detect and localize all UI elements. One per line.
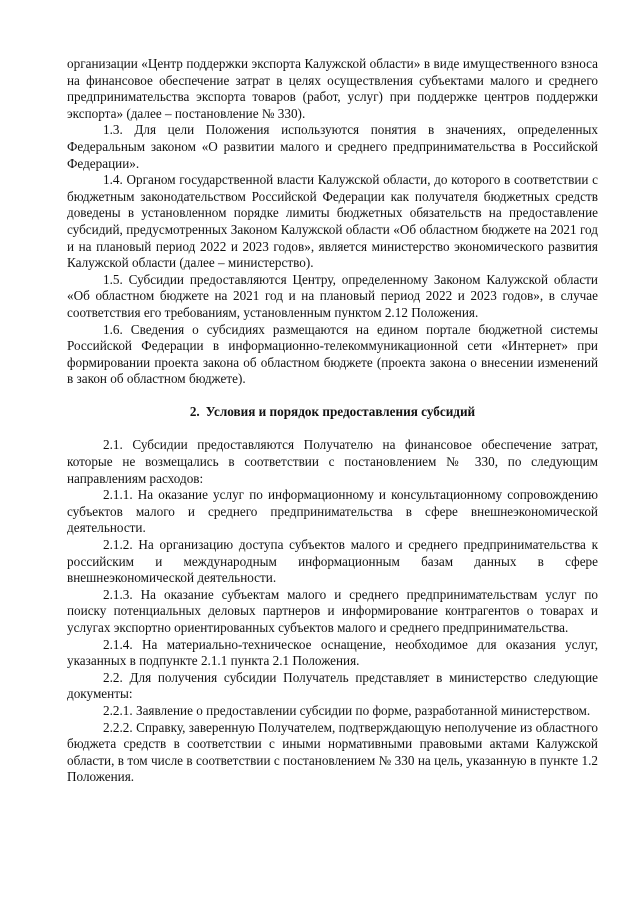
paragraph-2-1-3: 2.1.3. На оказание субъектам малого и среднего предпринимательствам услуг по поиску потенциальных деловых партнеров и информирование контрагентов о товарах и услугах экспортно ориентированных субъектов малого и среднего предпринимательства. <box>67 586 598 635</box>
paragraph-2-1: 2.1. Субсидии предоставляются Получателю на финансовое обеспечение затрат, которые не возмещались в соответствии с постановлением № 330, по следующим направлениям расходов: <box>67 437 598 486</box>
paragraph-2-2-2: 2.2.2. Справку, заверенную Получателем, подтверждающую неполучение из областного бюджета средств в соответствии с иными нормативными правовыми актами Калужской области, в том числе в соответствии с постановлением № 330 на цель, указанную в пункте 1.2 Положения. <box>67 719 598 785</box>
paragraph-2-2-1: 2.2.1. Заявление о предоставлении субсидии по форме, разработанной министерством. <box>103 702 591 718</box>
paragraph-2-1-1: 2.1.1. На оказание услуг по информационному и консультационному сопровождению субъектов малого и среднего предпринимательства в сфере внешнеэкономической деятельности. <box>67 487 598 536</box>
paragraph-1-4: 1.4. Органом государственной власти Калужской области, до которого в соответствии с бюджетным законодательством Российской Федерации как получателя бюджетных средств доведены в установленном порядке лимиты бюджетных обязательств на предоставление субсидий, предусмотренных Законом Калужской области «Об областном бюджете на 2021 год и на плановый период 2022 и 2023 годов», является министерство экономического развития Калужской области (далее – министерство). <box>67 172 598 271</box>
paragraph-continuation: организации «Центр поддержки экспорта Калужской области» в виде имущественного взноса на финансовое обеспечение затрат в целях осуществления субъектами малого и среднего предпринимательства экспорта товаров (работ, услуг) при поддержке центров поддержки экспорта» (далее – постановление № 330). <box>67 56 598 121</box>
paragraph-1-5: 1.5. Субсидии предоставляются Центру, определенному Законом Калужской области «Об областном бюджете на 2021 год и на плановый период 2022 и 2023 годов», в случае соответствия его требованиям, установленным пунктом 2.12 Положения. <box>67 271 598 320</box>
section-number: 2. <box>189 403 200 419</box>
paragraph-2-1-4: 2.1.4. На материально-техническое оснащение, необходимое для оказания услуг, указанных в подпункте 2.1.1 пункта 2.1 Положения. <box>67 636 598 669</box>
section-title: Условия и порядок предоставления субсидий <box>205 403 476 419</box>
paragraph-1-6: 1.6. Сведения о субсидиях размещаются на едином портале бюджетной системы Российской Федерации в информационно-телекоммуникационной сети «Интернет» при формировании проекта закона об областном бюджете (проекта закона о внесении изменений в закон об областном бюджете). <box>67 321 598 387</box>
section-heading <box>67 404 598 421</box>
paragraph-2-1-2: 2.1.2. На организацию доступа субъектов малого и среднего предпринимательства к российским и международным информационным базам данных в сфере внешнеэкономической деятельности. <box>67 537 598 586</box>
paragraph-1-3: 1.3. Для цели Положения используются понятия в значениях, определенных Федеральным законом «О развитии малого и среднего предпринимательства в Российской Федерации». <box>67 122 598 171</box>
paragraph-2-2: 2.2. Для получения субсидии Получатель представляет в министерство следующие документы: <box>67 669 598 702</box>
